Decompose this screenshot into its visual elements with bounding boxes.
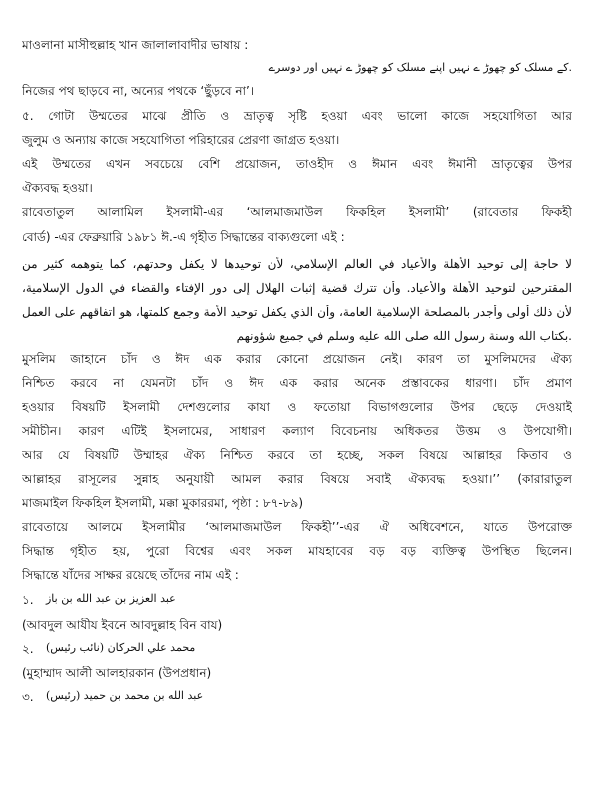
muslim-line-6: আল্লাহর রাসূলের সুন্নাহ অনুযায়ী আমল করার বিষয়ে সবাই ঐক্যবদ্ধ হওয়া।’’ (কারারাতুল	[22, 472, 572, 486]
session-line-2: সিদ্ধান্ত গৃহীত হয়, পুরো বিশ্বের এবং সকল মাযহাবের বড় বড় ব্যক্তিত্ব উপস্থিত ছিলেন।	[22, 544, 572, 558]
point-5-line-1: ৫. গোটা উম্মতের মাঝে প্রীতি ও ভ্রাতৃত্ব সৃষ্টি হওয়া এবং ভালো কাজে সহযোগিতা আর	[22, 109, 572, 123]
muslim-line-4: সমীচীন। কারণ এটিই ইসলামের, সাধারণ কল্যাণ বিবেচনায় অধিকতর উত্তম ও উপযোগী।	[22, 424, 572, 438]
muslim-line-7: মাজমাইল ফিকহিল ইসলামী, মক্কা মুকাররমা, পৃষ্ঠা : ৮৭-৮৯)	[22, 496, 304, 510]
muslim-line-2: নিশ্চিত করবে না যেমনটা চাঁদ ও ঈদ এক করার অনেক প্রস্তাবকের ধারণা। চাঁদ প্রমাণ	[22, 376, 572, 390]
need-line-2: ঐক্যবদ্ধ হওয়া।	[22, 181, 93, 195]
signatory-3-number: ৩.	[22, 690, 34, 704]
arabic-quote-line-2: المقترحين لتوحيد الأهلة والأعياد. وأن تترك قضية إثبات الهلال إلى دور الإفتاء والقضاء في الدول الإسلامية،	[22, 281, 572, 295]
heading-line: মাওলানা মাসীহুল্লাহ খান জালালাবাদীর ভাষায় :	[22, 38, 249, 52]
signatory-3-arabic: عبد الله بن محمد بن حميد (رئيس)	[46, 689, 204, 702]
muslim-line-1: মুসলিম জাহানে চাঁদ ও ঈদ এক করার কোনো প্রয়োজন নেই। কারণ তা মুসলিমদের ঐক্য	[22, 352, 572, 366]
rabita-line-2: বোর্ড) -এর ফেব্রুয়ারি ১৯৮১ ঈ.-এ গৃহীত সিদ্ধান্তের বাক্যগুলো এই :	[22, 230, 345, 244]
arabic-quote-line-4: .بكتاب الله وسنة رسول الله صلى الله عليه وسلم في جميع شؤونهم	[236, 329, 572, 343]
signatory-1-number: ১.	[22, 593, 34, 607]
session-line-1: রাবেতায়ে আলমে ইসলামীর ‘আলমাজমাউল ফিকহী’’-এর ঐ অধিবেশনে, যাতে উপরোক্ত	[22, 520, 572, 534]
signatory-1-arabic: عبد العزيز بن عبد الله بن باز	[46, 592, 176, 605]
signatory-2-arabic: محمد علي الحركان (نائب رئيس)	[46, 641, 196, 654]
point-5-line-2: জুলুম ও অন্যায় কাজে সহযোগিতা পরিহারের প্রেরণা জাগ্রত হওয়া।	[22, 133, 340, 147]
signatory-1-bangla: (আবদুল আযীয ইবনে আবদুল্লাহ বিন বায)	[22, 618, 223, 632]
bangla-translation: নিজের পথ ছাড়বে না, অন্যের পথকে ‘ছুঁড়বে না’।	[22, 84, 255, 98]
signatory-2-bangla: (মুহাম্মাদ আলী আলহারকান (উপপ্রধান)	[22, 666, 212, 680]
urdu-quote: .کے مسلک کو چھوڑ ے نہیں اپنے مسلک کو چھوڑ ے نہیں اور دوسرے	[268, 61, 572, 74]
muslim-line-3: হওয়ার বিষয়টি ইসলামী দেশগুলোর কাযা ও ফতোয়া বিভাগগুলোর উপর ছেড়ে দেওয়াই	[22, 400, 572, 414]
need-line-1: এই উম্মতের এখন সবচেয়ে বেশি প্রয়োজন, তাওহীদ ও ঈমান এবং ঈমানী ভ্রাতৃত্বের উপর	[22, 157, 572, 171]
rabita-line-1: রাবেতাতুল আলামিল ইসলামী-এর ‘আলমাজমাউল ফিকহিল ইসলামী’ (রাবেতার ফিকহী	[22, 205, 572, 219]
arabic-quote-line-3: لأن ذلك أولى وأجدر بالمصلحة الإسلامية العامة، وأن الذي يكفل توحيد الأمة وجمع كلمتها، هو اتفاقهم على العمل	[22, 305, 572, 319]
arabic-quote-line-1: لا حاجة إلى توحيد الأهلة والأعياد في العالم الإسلامي، لأن توحيدها لا يكفل وحدتهم، كما يتوهمه كثير من	[22, 257, 572, 271]
muslim-line-5: আর যে বিষয়টি উম্মাহর ঐক্য নিশ্চিত করবে তা হচ্ছে, সকল বিষয়ে আল্লাহর কিতাব ও	[22, 448, 572, 462]
session-line-3: সিদ্ধান্তে যাঁদের সাক্ষর রয়েছে তাঁদের নাম এই :	[22, 568, 239, 582]
signatory-2-number: ২.	[22, 642, 34, 656]
